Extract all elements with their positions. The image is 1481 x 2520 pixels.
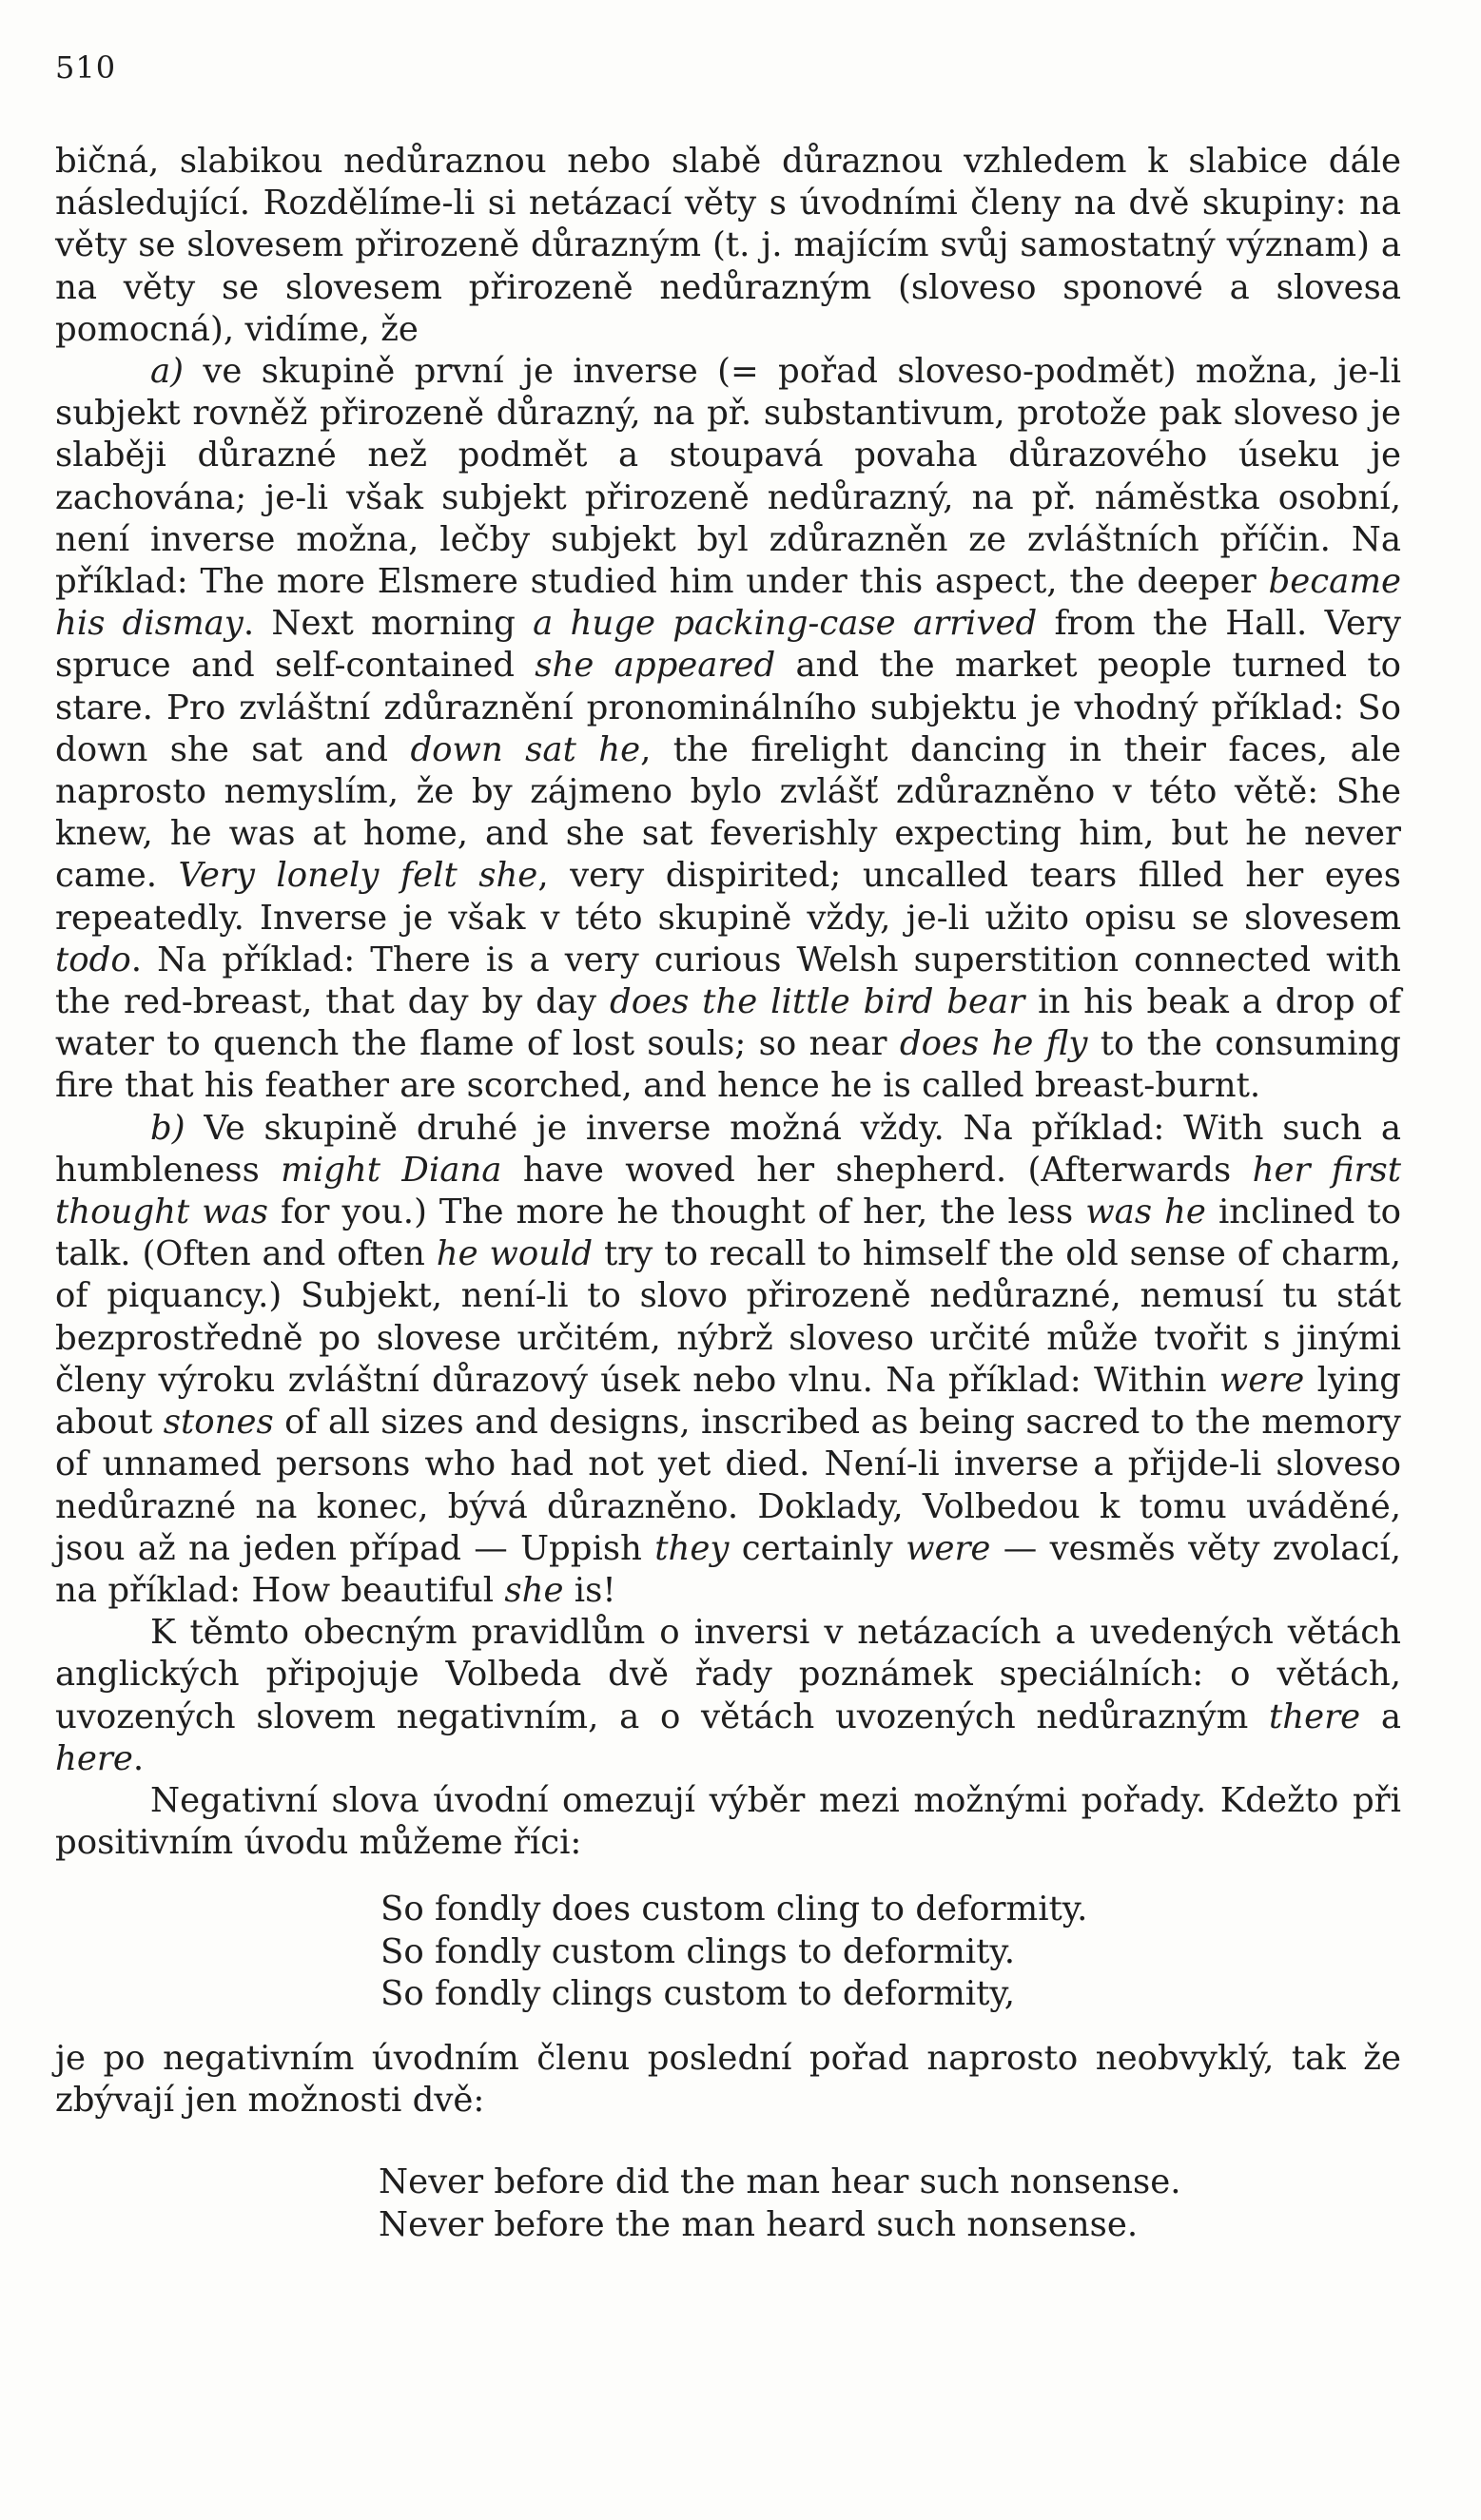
paragraph-a xyxy=(55,351,1401,1108)
label-b: b) xyxy=(150,1108,185,1148)
italic-example: might Diana xyxy=(281,1150,502,1190)
text: . Next morning xyxy=(243,604,534,644)
example-line: So fondly does custom cling to deformity. xyxy=(380,1890,1088,1929)
italic-example: she appeared xyxy=(535,646,776,686)
example-line: So fondly clings custom to deformity, xyxy=(380,1973,1016,2013)
text: certainly xyxy=(729,1528,906,1568)
paragraph-intro: bičná, slabikou nedůraznou nebo slabě důraznou vzhledem k slabice dále následující. Rozdělíme-li si netázací věty s úvodními členy na dvě skupiny: na věty se slovesem přirozeně důrazným (t. j. majícím svůj samostatný význam) a na věty se slovesem přirozeně nedůrazným (sloveso sponové a slovesa pomocná), vidíme, že xyxy=(55,142,1401,349)
paragraph-b xyxy=(55,1108,1401,1612)
text: K těmto obecným pravidlům o inversi v netázacích a uvedených větách anglických připojuje Volbeda dvě řady poznámek speciálních: o větách, uvozených slovem negativním, a o větách uvozených nedůrazným xyxy=(55,1613,1401,1736)
italic-example: she xyxy=(504,1570,564,1610)
example-block-positive xyxy=(55,1889,1401,2015)
text: a xyxy=(1360,1696,1402,1736)
paragraph-negative-intro: je po negativním úvodním členu poslední pořad naprosto neobvyklý, tak že zbývají jen možnosti dvě: xyxy=(55,2038,1401,2121)
text: . xyxy=(132,1738,145,1778)
text: from the Hall. Very spruce and self-contained xyxy=(55,604,1402,686)
text: , the firelight dancing in their faces, ale naprosto nemyslím, že by zájmeno bylo zvlášť zdůrazněno v této větě: She knew, he was at home, and she sat feverishly expecting him, but he never came. xyxy=(55,729,1402,896)
text: to the consuming fire that his feather are scorched, and hence he is called breast-burnt. xyxy=(55,1024,1402,1106)
text: , very dispirited; uncalled tears filled her eyes repeatedly. Inverse je však v této skupině vždy, je-li užito opisu se slovesem xyxy=(55,856,1401,938)
italic-example: does the little bird bear xyxy=(609,982,1025,1022)
text: is! xyxy=(563,1570,616,1610)
text: — vesměs věty zvolací, na příklad: How beautiful xyxy=(55,1528,1401,1610)
italic-example: were xyxy=(1218,1360,1305,1400)
italic-example: a huge packing-case arrived xyxy=(533,604,1038,644)
example-line: So fondly custom clings to deformity. xyxy=(380,1931,1016,1971)
text: try to recall to himself the old sense of charm, of piquancy.) Subjekt, není-li to slovo přirozeně nedůrazné, nemusí tu stát bezprostředně po slovese určitém, nýbrž sloveso určité může tvořit s jinými členy výroku zvláštní důrazový úsek nebo vlnu. Na příklad: Within xyxy=(55,1234,1402,1400)
text: have woved her shepherd. (Afterwards xyxy=(501,1150,1253,1190)
example-line: Never before the man heard such nonsense. xyxy=(379,2204,1139,2244)
italic-example: were xyxy=(906,1528,991,1568)
text: inclined to talk. (Often and often xyxy=(55,1192,1401,1274)
italic-word: there xyxy=(1269,1696,1361,1736)
italic-word: here xyxy=(55,1738,133,1778)
text: for you.) The more he thought of her, the less xyxy=(268,1192,1086,1232)
text: . Na příklad: There is a very curious Welsh superstition connected with the red-breast, that day by day xyxy=(55,940,1401,1022)
example-line: Never before did the man hear such nonsense. xyxy=(379,2162,1181,2202)
text: Ve skupině druhé je inverse možná vždy. Na příklad: With such a humbleness xyxy=(55,1108,1401,1190)
italic-example: her first thought was xyxy=(55,1150,1401,1232)
italic-example: stones xyxy=(163,1403,274,1443)
italic-example: they xyxy=(654,1528,730,1568)
italic-example: does he fly xyxy=(899,1024,1088,1064)
body-text xyxy=(55,141,1401,2269)
text: of all sizes and designs, inscribed as being sacred to the memory of unnamed persons who had not yet died. Není-li inverse a přijde-li sloveso nedůrazné na konec, bývá důrazněno. Doklady, Volbedou k tomu uváděné, jsou až na jeden případ — Uppish xyxy=(55,1403,1401,1568)
paragraph-negative-words: Negativní slova úvodní omezují výběr mezi možnými pořady. Kdežto při positivním úvodu můžeme říci: xyxy=(55,1780,1401,1863)
italic-example: Very lonely felt she xyxy=(178,856,538,896)
text: and the market people turned to stare. Pro zvláštní zdůraznění pronominálního subjektu je vhodný příklad: So down she sat and xyxy=(55,646,1401,769)
text: lying about xyxy=(55,1360,1401,1443)
text: ve skupině první je inverse (= pořad sloveso-podmět) možna, je-li subjekt rovněž přirozeně důrazný, na př. substantivum, protože pak sloveso je slaběji důrazné než podmět a stoupavá povaha důrazového úseku je zachována; je-li však subjekt přirozeně nedůrazný, na př. náměstka osobní, není inverse možna, lečby subjekt byl zdůrazněn ze zvláštních příčin. Na příklad: The more Elsmere studied him under this aspect, the deeper xyxy=(55,352,1401,602)
example-block-negative xyxy=(55,2161,1401,2245)
page-number: 510 xyxy=(55,49,117,86)
label-a: a) xyxy=(150,352,185,392)
text: in his beak a drop of water to quench the flame of lost souls; so near xyxy=(55,982,1401,1064)
italic-example: he would xyxy=(436,1234,594,1274)
italic-example: down sat he xyxy=(410,729,641,769)
paragraph-special-notes xyxy=(55,1612,1401,1780)
italic-example: was he xyxy=(1085,1192,1206,1232)
italic-example: todo xyxy=(55,940,131,979)
italic-example: became his dismay xyxy=(55,562,1401,644)
